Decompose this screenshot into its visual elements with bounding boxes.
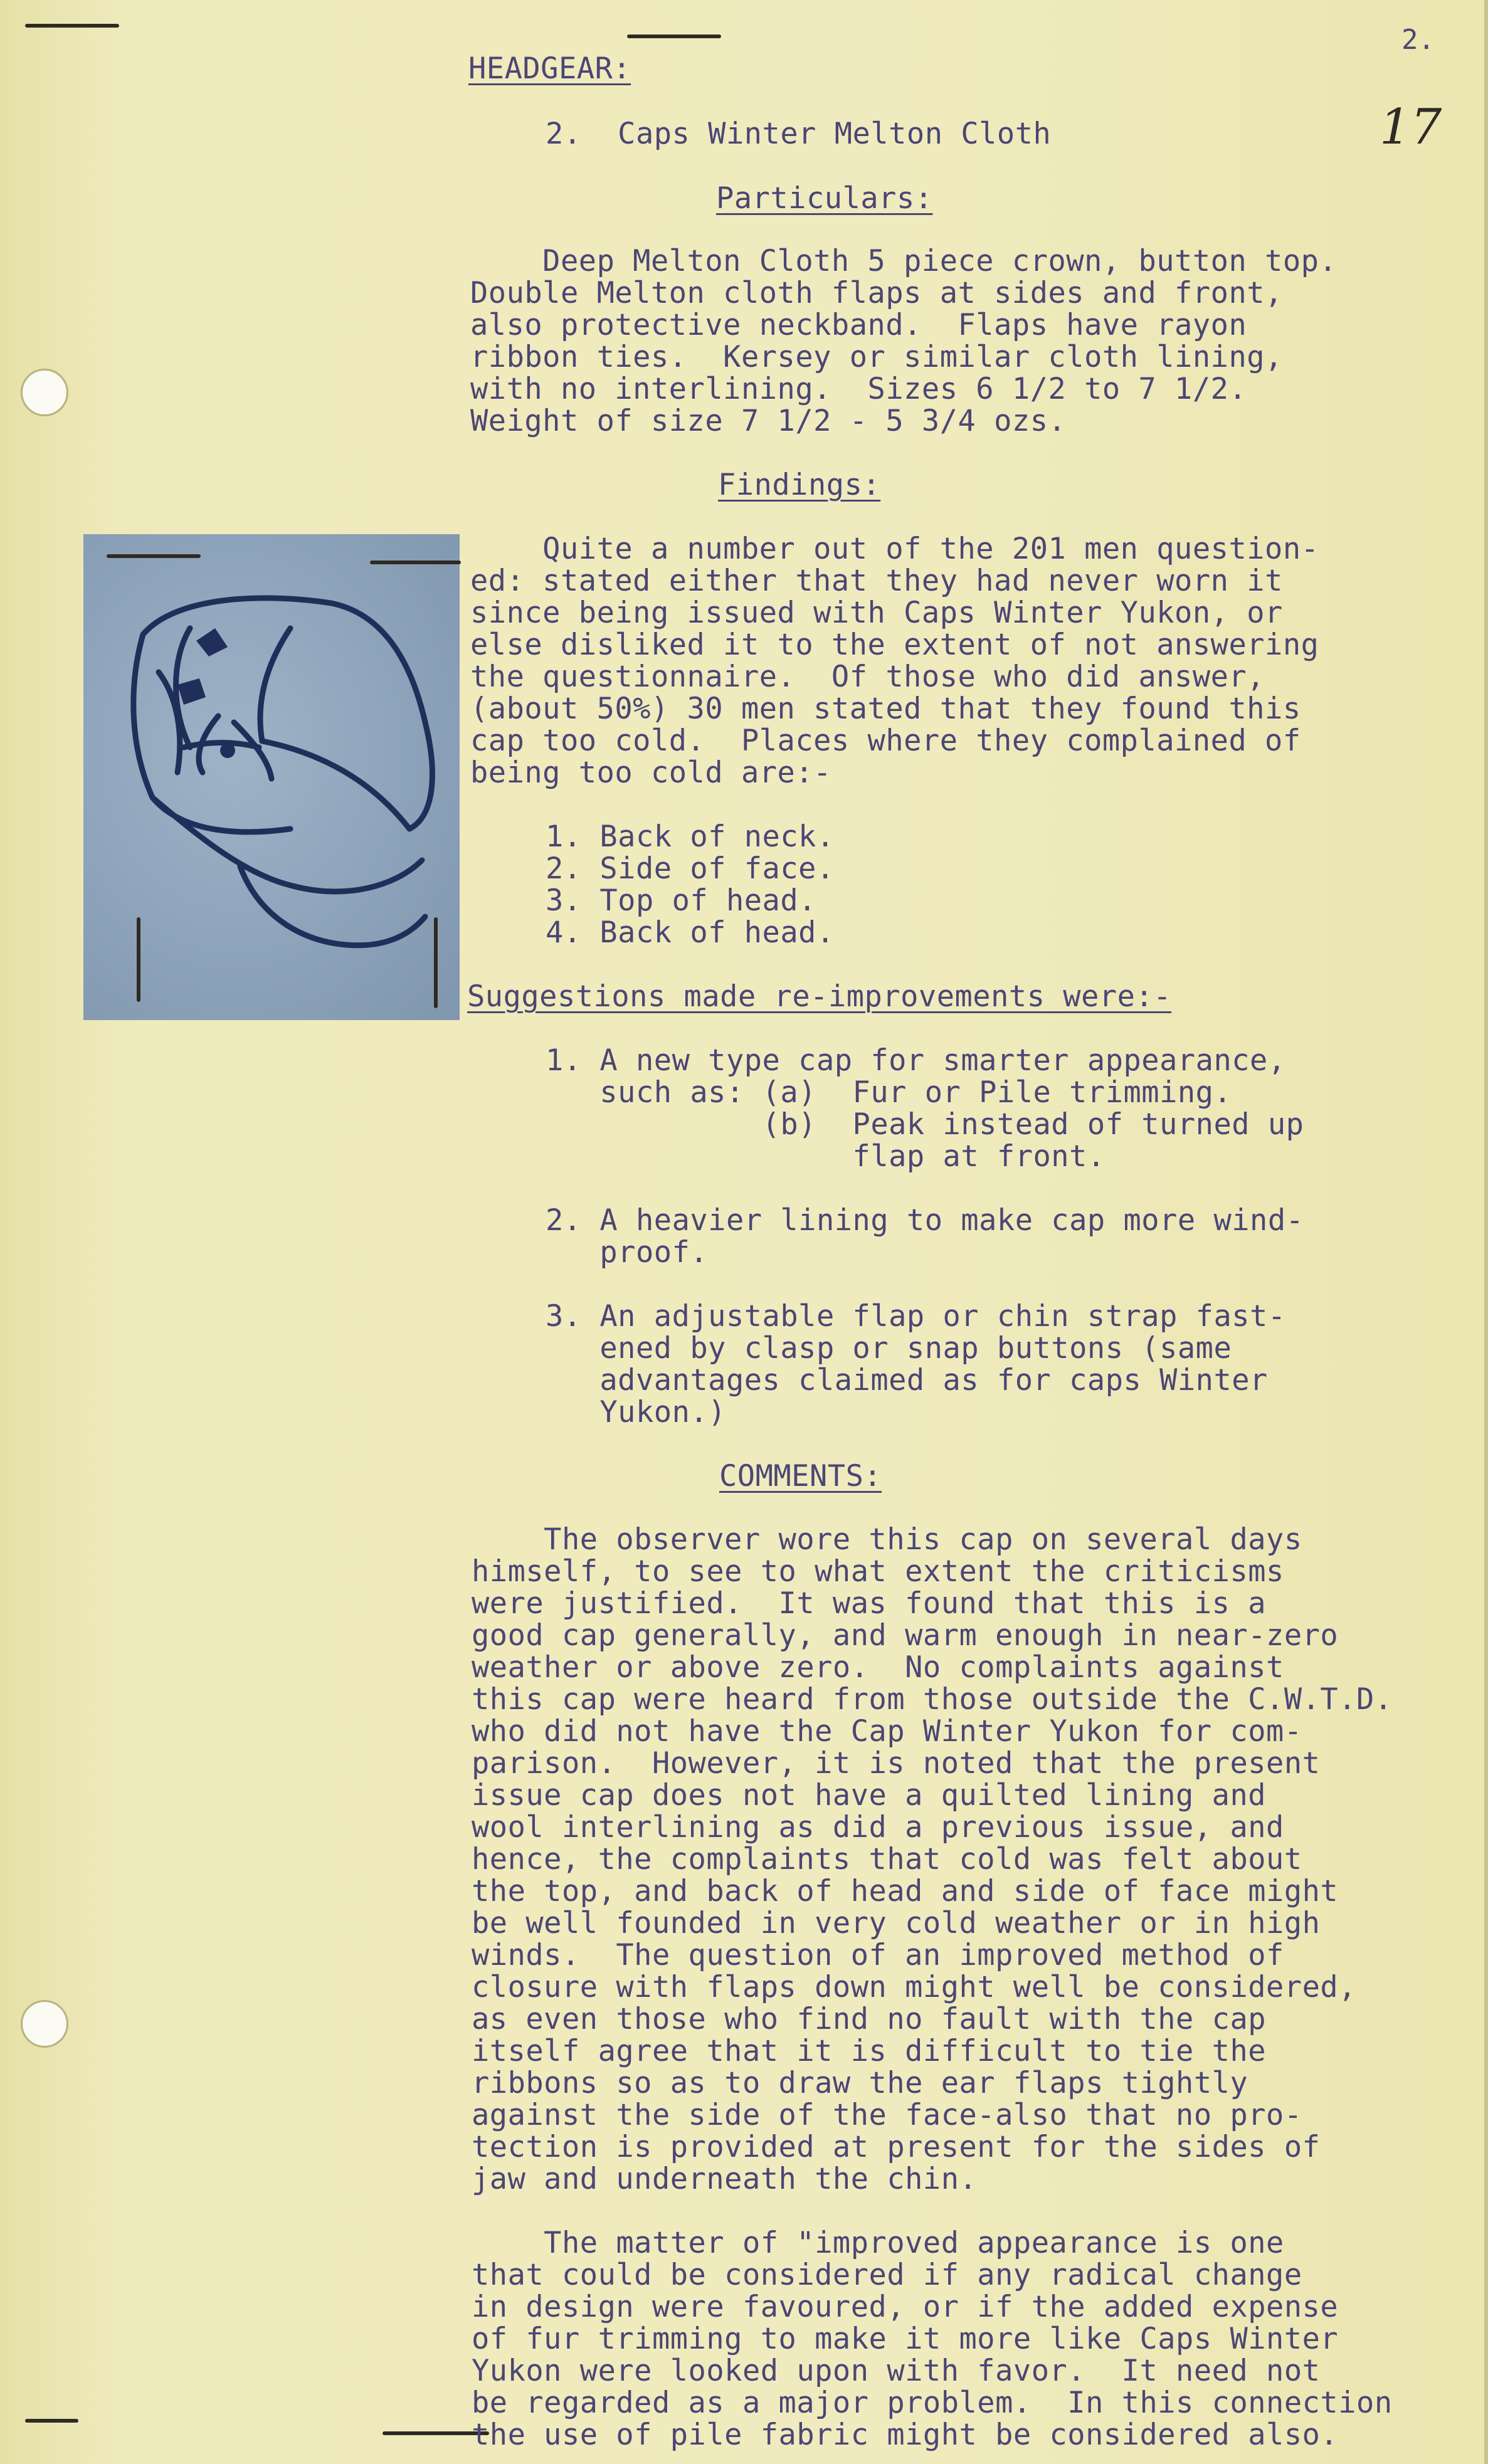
text-line: (about 50%) 30 men stated that they found this (470, 692, 1301, 726)
text-line: against the side of the face-also that no pro- (472, 2098, 1302, 2132)
text-line: the questionnaire. Of those who did answer, (470, 660, 1265, 694)
text-line: jaw and underneath the chin. (472, 2162, 978, 2196)
text-line: wool interlining as did a previous issue, and (472, 1810, 1284, 1845)
text-line: issue cap does not have a quilted lining and (472, 1778, 1267, 1813)
list-item: 4. Back of head. (546, 915, 835, 950)
text-line: Deep Melton Cloth 5 piece crown, button top. (470, 244, 1338, 278)
text-line: ened by clasp or snap buttons (same (546, 1331, 1232, 1366)
page-edge (1484, 0, 1488, 2464)
text-line: hence, the complaints that cold was felt about (472, 1842, 1302, 1877)
text-line: winds. The question of an improved method of (472, 1938, 1284, 1972)
text-line: flap at front. (546, 1139, 1105, 1174)
text-line: 2. A heavier lining to make cap more wind- (546, 1203, 1304, 1238)
punch-hole-top (21, 369, 68, 416)
text-line: also protective neckband. Flaps have rayon (470, 308, 1247, 342)
text-line: itself agree that it is difficult to tie the (472, 2034, 1267, 2068)
text-line: proof. (546, 1235, 709, 1270)
text-line: cap too cold. Places where they complained of (470, 724, 1301, 758)
text-line: ribbon ties. Kersey or similar cloth lining, (470, 340, 1283, 374)
staple-mark (25, 24, 119, 28)
list-item: 2. Side of face. (546, 851, 835, 886)
text-line: The matter of "improved appearance is one (472, 2226, 1284, 2260)
text-line: 3. An adjustable flap or chin strap fast- (546, 1299, 1286, 1334)
findings-heading: Findings: (718, 468, 881, 502)
text-line: weather or above zero. No complaints against (472, 1650, 1284, 1685)
text-line: the use of pile fabric might be considered also. (472, 2418, 1339, 2452)
text-line: as even those who find no fault with the cap (472, 2002, 1267, 2036)
text-line: of fur trimming to make it more like Caps Winter (472, 2322, 1339, 2356)
text-line: Double Melton cloth flaps at sides and front, (470, 276, 1283, 310)
text-line: advantages claimed as for caps Winter (546, 1363, 1268, 1398)
punch-hole-bottom (21, 2000, 68, 2048)
text-line: good cap generally, and warm enough in near-zero (472, 1618, 1339, 1653)
text-line: such as: (a) Fur or Pile trimming. (546, 1075, 1232, 1110)
text-line: Weight of size 7 1/2 - 5 3/4 ozs. (470, 404, 1067, 438)
staple-mark (627, 34, 721, 38)
text-line: else disliked it to the extent of not answering (470, 628, 1319, 662)
item-title: 2. Caps Winter Melton Cloth (546, 117, 1052, 151)
text-line: the top, and back of head and side of face might (472, 1874, 1339, 1909)
list-item: 1. Back of neck. (546, 819, 835, 854)
staple-mark (107, 554, 201, 558)
text-line: ribbons so as to draw the ear flaps tightly (472, 2066, 1248, 2100)
text-line: were justified. It was found that this is a (472, 1586, 1267, 1621)
text-line: that could be considered if any radical change (472, 2258, 1302, 2292)
text-line: be regarded as a major problem. In this connection (472, 2386, 1393, 2420)
text-line: be well founded in very cold weather or in high (472, 1906, 1321, 1940)
page-number: 2. (1401, 24, 1435, 56)
comments-heading: COMMENTS: (719, 1459, 882, 1493)
text-line: 1. A new type cap for smarter appearance, (546, 1043, 1286, 1078)
text-line: closure with flaps down might well be considered, (472, 1970, 1357, 2004)
particulars-heading: Particulars: (716, 181, 933, 216)
text-line: parison. However, it is noted that the present (472, 1746, 1321, 1781)
text-line: Quite a number out of the 201 men question- (470, 532, 1319, 566)
text-line: this cap were heard from those outside the C.W.T.D. (472, 1682, 1393, 1717)
text-line: (b) Peak instead of turned up (546, 1107, 1304, 1142)
text-line: who did not have the Cap Winter Yukon for com- (472, 1714, 1302, 1749)
text-line: Yukon.) (546, 1395, 726, 1429)
text-line: himself, to see to what extent the criticisms (472, 1554, 1284, 1589)
staple-mark (434, 917, 438, 1008)
text-line: ed: stated either that they had never worn it (470, 564, 1283, 598)
list-item: 3. Top of head. (546, 883, 816, 918)
text-line: in design were favoured, or if the added expense (472, 2290, 1339, 2324)
suggestions-heading: Suggestions made re-improvements were:- (467, 979, 1172, 1014)
staple-mark (25, 2419, 78, 2423)
staple-mark (370, 561, 461, 564)
handwritten-folio-number: 17 (1380, 99, 1442, 155)
text-line: Yukon were looked upon with favor. It need not (472, 2354, 1321, 2388)
text-line: with no interlining. Sizes 6 1/2 to 7 1/2. (470, 372, 1247, 406)
text-line: being too cold are:- (470, 756, 831, 790)
staple-mark (137, 917, 140, 1002)
text-line: The observer wore this cap on several days (472, 1522, 1302, 1557)
text-line: tection is provided at present for the sides of (472, 2130, 1321, 2164)
section-heading: HEADGEAR: (468, 51, 631, 86)
text-line: since being issued with Caps Winter Yukon, or (470, 596, 1283, 630)
